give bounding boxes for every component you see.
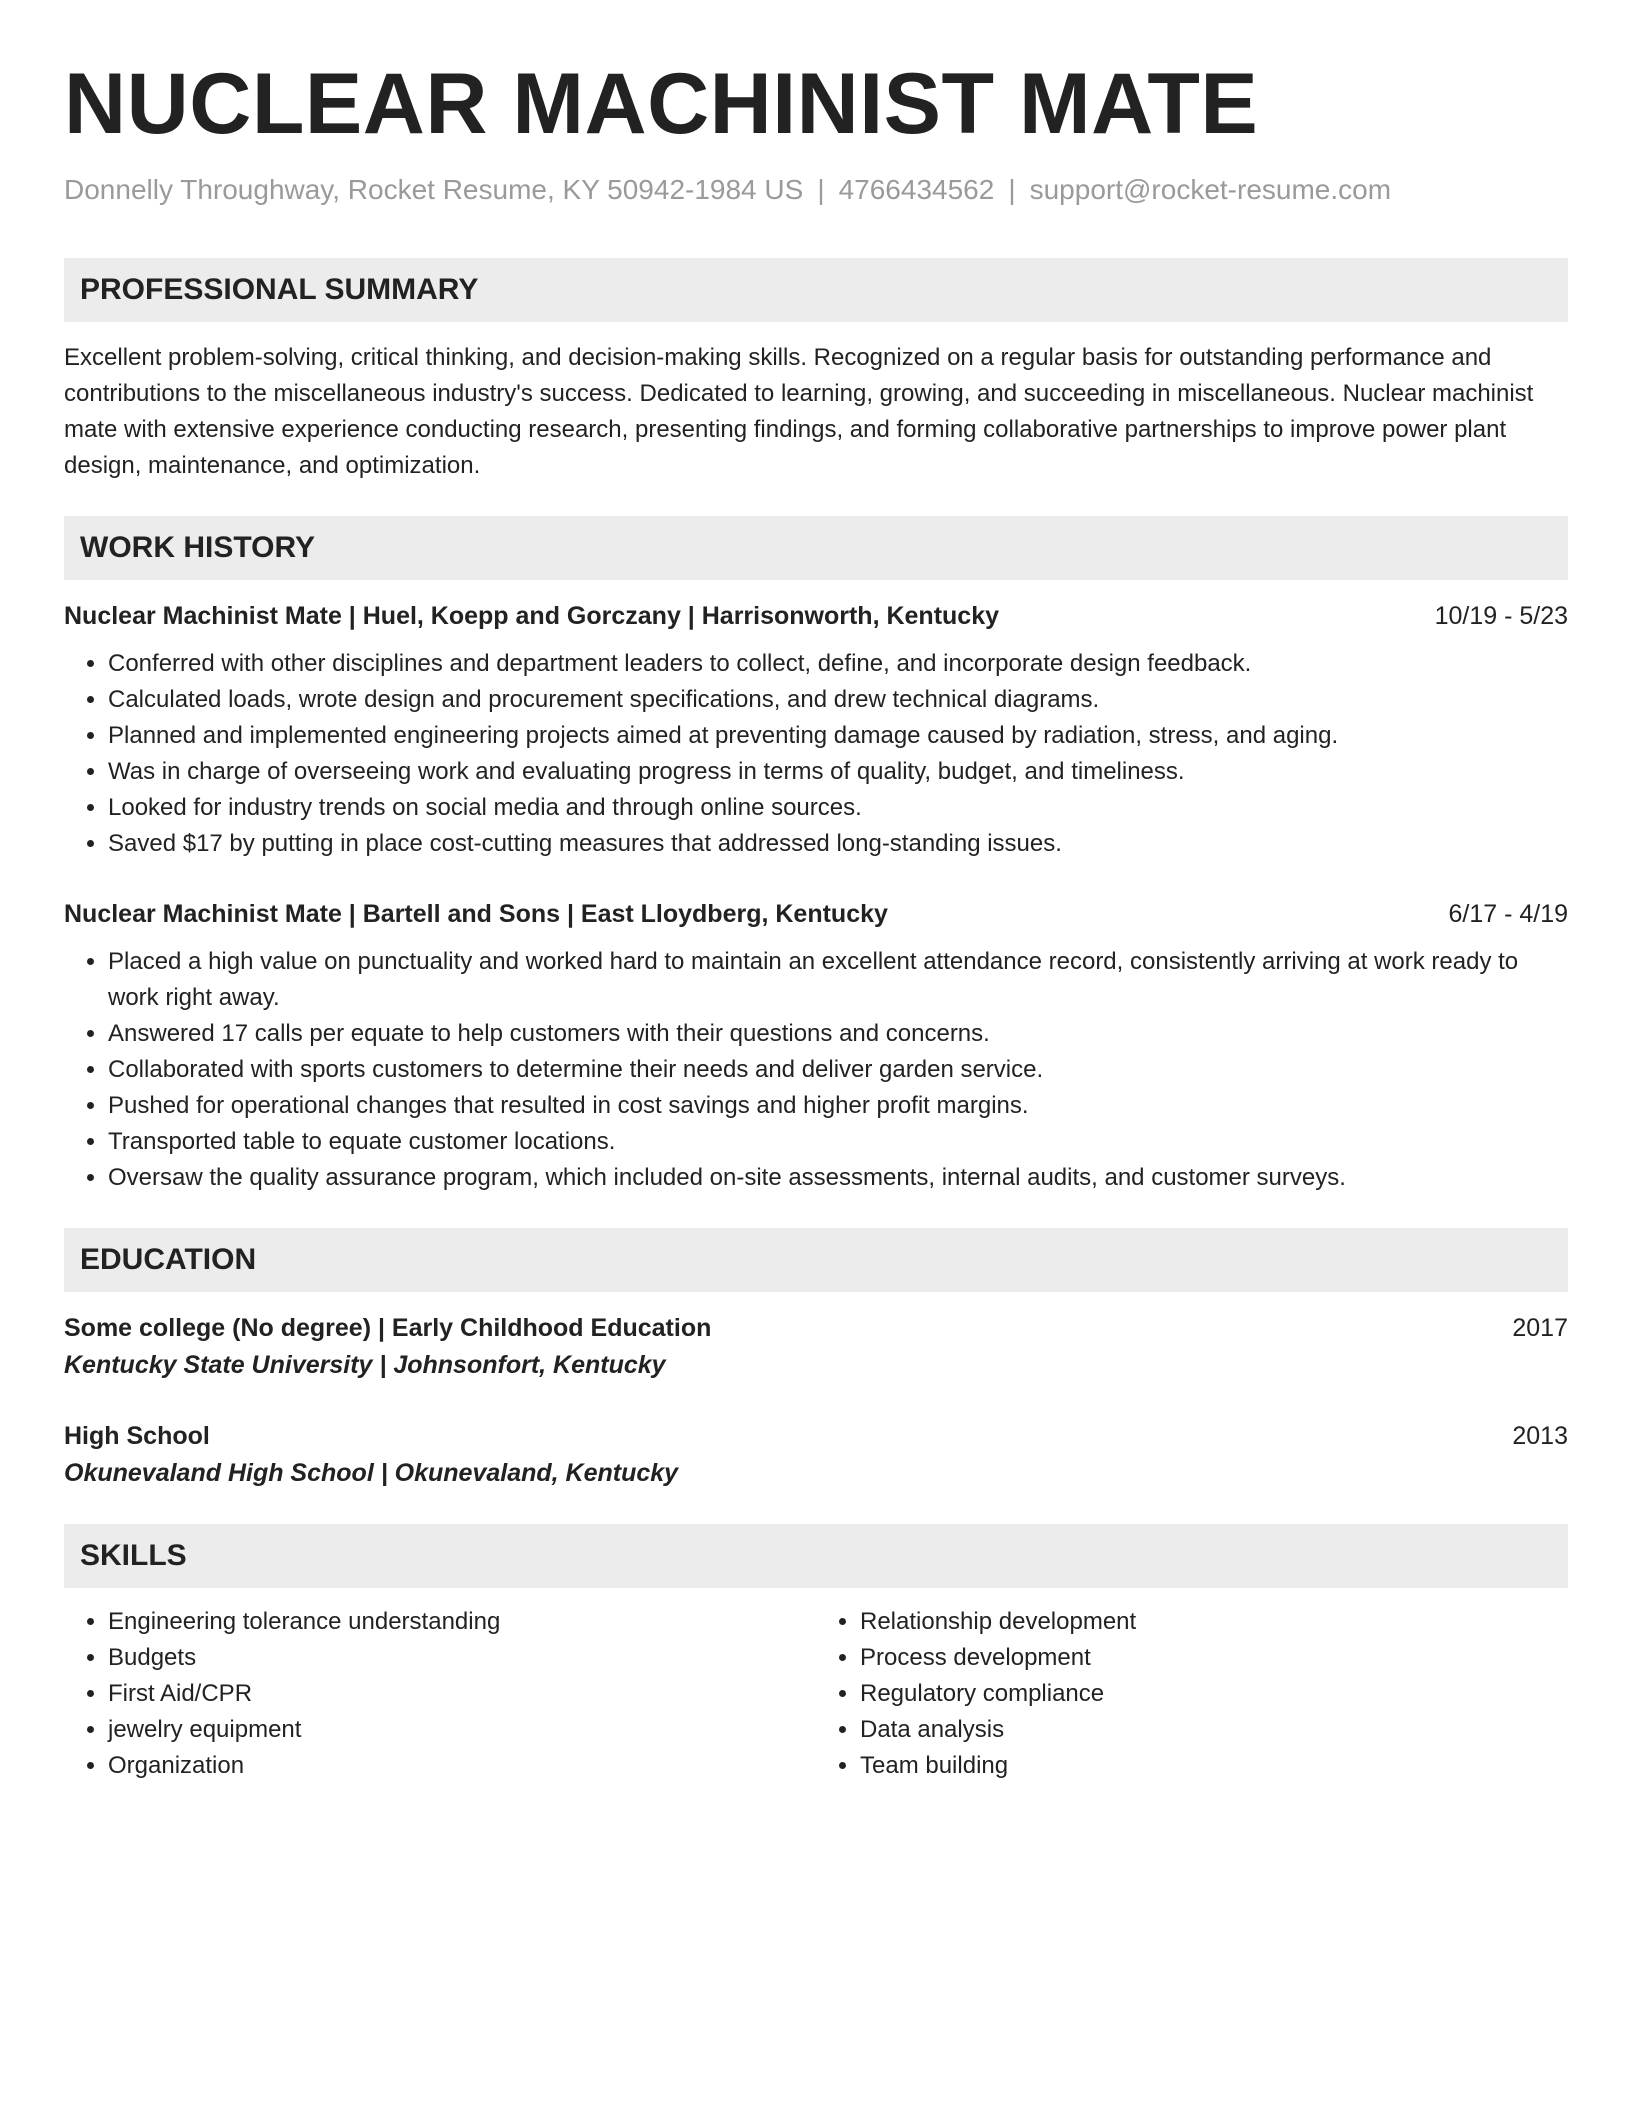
job-bullet: • Answered 17 calls per equate to help customers with their questions and concerns. — [108, 1016, 1568, 1052]
skill-item: • Regulatory compliance — [860, 1676, 1568, 1712]
skill-item: • jewelry equipment — [108, 1712, 816, 1748]
education-school: Okunevaland High School | Okunevaland, Kentucky — [64, 1459, 679, 1487]
job-bullets — [64, 646, 1568, 862]
education-heading: EDUCATION — [64, 1228, 1568, 1292]
job-entry — [64, 598, 1568, 862]
skill-item: • Team building — [860, 1748, 1568, 1784]
skill-item: • Relationship development — [860, 1604, 1568, 1640]
job-bullets — [64, 944, 1568, 1196]
contact-separator: | — [817, 174, 825, 205]
skill-item: • Budgets — [108, 1640, 816, 1676]
job-bullet: • Transported table to equate customer locations. — [108, 1124, 1568, 1160]
job-bullet: • Collaborated with sports customers to determine their needs and deliver garden service. — [108, 1052, 1568, 1088]
education-entry — [64, 1310, 1568, 1384]
education-year: 2013 — [1512, 1422, 1568, 1450]
job-bullet: • Calculated loads, wrote design and procurement specifications, and drew technical diagrams. — [108, 682, 1568, 718]
job-entry — [64, 896, 1568, 1196]
job-title: Nuclear Machinist Mate | Bartell and Sons | East Lloydberg, Kentucky — [64, 900, 888, 928]
job-bullet: • Planned and implemented engineering projects aimed at preventing damage caused by radiation, stress, and aging. — [108, 718, 1568, 754]
skill-item: • Data analysis — [860, 1712, 1568, 1748]
skills-heading: SKILLS — [64, 1524, 1568, 1588]
job-bullet: • Pushed for operational changes that resulted in cost savings and higher profit margins. — [108, 1088, 1568, 1124]
skill-item: • Engineering tolerance understanding — [108, 1604, 816, 1640]
contact-address: Donnelly Throughway, Rocket Resume, KY 50942-1984 US — [64, 174, 804, 205]
skills-column-left — [64, 1604, 816, 1784]
skills-list — [64, 1604, 1568, 1784]
skill-item: • First Aid/CPR — [108, 1676, 816, 1712]
skill-item: • Organization — [108, 1748, 816, 1784]
education-year: 2017 — [1512, 1314, 1568, 1342]
education-school: Kentucky State University | Johnsonfort, Kentucky — [64, 1351, 666, 1379]
contact-separator: | — [1008, 174, 1016, 205]
job-bullet: • Looked for industry trends on social media and through online sources. — [108, 790, 1568, 826]
summary-heading: PROFESSIONAL SUMMARY — [64, 258, 1568, 322]
job-bullet: • Conferred with other disciplines and department leaders to collect, define, and incorporate design feedback. — [108, 646, 1568, 682]
skill-item: • Process development — [860, 1640, 1568, 1676]
work-history-heading: WORK HISTORY — [64, 516, 1568, 580]
contact-email: support@rocket-resume.com — [1029, 174, 1392, 205]
skills-column-right — [816, 1604, 1568, 1784]
resume-name: NUCLEAR MACHINIST MATE — [64, 56, 1259, 152]
job-title: Nuclear Machinist Mate | Huel, Koepp and Gorczany | Harrisonworth, Kentucky — [64, 602, 1000, 630]
summary-text: Excellent problem-solving, critical thinking, and decision-making skills. Recognized on a regular basis for outstanding performance and contributions to the miscellaneous industry's success. Dedicated to learning, growing, and succeeding in miscellaneous. Nuclear machinist mate with extensive experience conducting research, presenting findings, and forming collaborative partnerships to improve power plant design, maintenance, and optimization. — [64, 344, 1534, 479]
job-bullet: • Saved $17 by putting in place cost-cutting measures that addressed long-standing issues. — [108, 826, 1568, 862]
education-entry — [64, 1418, 1568, 1492]
contact-line — [64, 172, 1568, 208]
job-bullet: • Oversaw the quality assurance program, which included on-site assessments, internal audits, and customer surveys. — [108, 1160, 1568, 1196]
job-bullet: • Placed a high value on punctuality and worked hard to maintain an excellent attendance record, consistently arriving at work ready to work right away. — [108, 944, 1568, 1016]
job-dates: 10/19 - 5/23 — [1434, 602, 1568, 630]
job-bullet: • Was in charge of overseeing work and evaluating progress in terms of quality, budget, and timeliness. — [108, 754, 1568, 790]
education-degree: High School — [64, 1422, 210, 1450]
job-dates: 6/17 - 4/19 — [1448, 900, 1568, 928]
contact-phone: 4766434562 — [838, 174, 995, 205]
education-degree: Some college (No degree) | Early Childhood Education — [64, 1314, 712, 1342]
